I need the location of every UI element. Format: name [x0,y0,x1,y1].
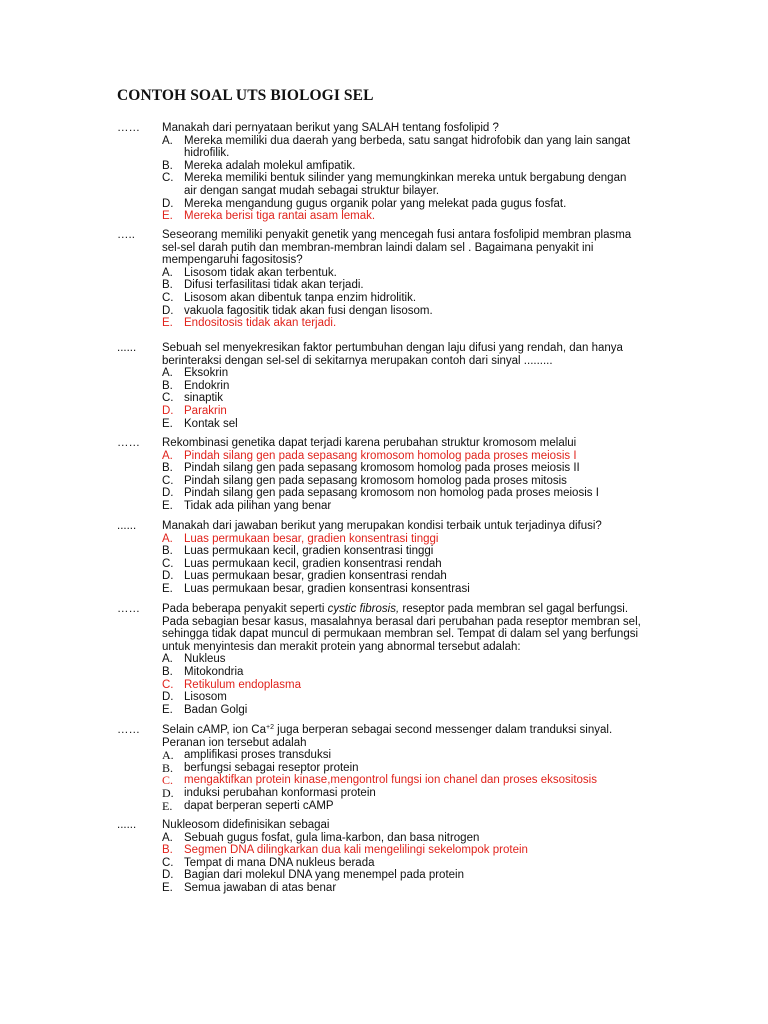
option-a: A. Mereka memiliki dua daerah yang berbeda, satu sangat hidrofobik dan yang lain sangat [162,134,631,147]
question-text: Rekombinasi genetika dapat terjadi karena perubahan struktur kromosom melalui [162,437,577,449]
option-c: C. Pindah silang gen pada sepasang kromosom homolog pada proses mitosis [162,474,567,487]
answer-blank: …… [117,122,140,134]
answer-blank: ….. [117,229,135,241]
question-8 [117,819,657,895]
question-5 [117,520,657,596]
question-6 [117,603,657,716]
question-text: Manakah dari jawaban berikut yang merupakan kondisi terbaik untuk terjadinya difusi? [162,520,602,532]
option-d-correct: D. Parakrin [162,404,227,417]
option-c: C. Mereka memiliki bentuk silinder yang memungkinkan mereka untuk bergabung dengan [162,172,627,185]
option-d: D. vakuola fagositik tidak akan fusi dengan lisosom. [162,304,433,317]
question-text-line-3: sehingga tidak dapat muncul di permukaan membran sel. Tempat di dalam sel yang berfungsi [162,628,639,641]
option-e-correct: E. Mereka berisi tiga rantai asam lemak. [162,210,376,223]
option-d: D. Lisosom [162,691,227,704]
question-text-line-2: sel-sel darah putih dan membran-membran laindi dalam sel . Bagaimana penyakit ini [162,241,594,254]
option-b: B. Mereka adalah molekul amfipatik. [162,159,356,172]
option-a-correct: A. Luas permukaan besar, gradien konsentrasi tinggi [162,532,439,545]
question-text-line-1: Seseorang memiliki penyakit genetik yang mencegah fusi antara fosfolipid membran plasma [162,229,632,241]
option-c-continuation: air dengan sangat mudah sebagai struktur bilayer. [184,184,440,197]
question-text: Nukleosom didefinisikan sebagai [162,819,330,831]
question-text-line-2: Pada sebagian besar kasus, masalahnya berasal dari perubahan pada reseptor membran sel, [162,615,641,628]
answer-blank: …… [117,724,140,736]
question-text-line-1: Pada beberapa penyakit seperti cystic fibrosis, reseptor pada membran sel gagal berfungsi. [162,603,629,615]
option-e: E. Badan Golgi [162,703,248,716]
option-b: B. berfungsi sebagai reseptor protein [162,760,359,775]
option-b: B. Luas permukaan kecil, gradien konsentrasi tinggi [162,545,434,558]
option-a: A. Lisosom tidak akan terbentuk. [162,266,337,279]
question-7 [117,724,657,812]
question-text-line-4: untuk menyintesis dan merakit protein yang abnormal tersebut adalah: [162,640,521,653]
option-b: B. Mitokondria [162,665,244,678]
answer-blank: …… [117,603,140,615]
option-e: E. Luas permukaan besar, gradien konsentrasi konsentrasi [162,582,470,595]
answer-blank: …… [117,437,140,449]
disease-name: cystic fibrosis, [327,603,400,615]
option-e-correct: E. Endositosis tidak akan terjadi. [162,317,337,330]
option-a: A. Eksokrin [162,367,229,380]
option-c-correct: C. Retikulum endoplasma [162,678,301,691]
option-e: E. Semua jawaban di atas benar [162,881,337,894]
option-a: A. Sebuah gugus fosfat, gula lima-karbon, dan basa nitrogen [162,831,480,844]
option-a-continuation: hidrofilik. [184,147,230,160]
option-e: E. Tidak ada pilihan yang benar [162,499,332,512]
option-d: D. Pindah silang gen pada sepasang kromosom non homolog pada proses meiosis I [162,487,599,500]
option-e: E. dapat berperan seperti cAMP [162,798,334,813]
question-text-line-2: berinteraksi dengan sel-sel di sekitarnya merupakan contoh dari sinyal ......... [162,354,553,367]
question-text-line-3: mempengaruhi fagositosis? [162,254,303,267]
question-text: Manakah dari pernyataan berikut yang SALAH tentang fosfolipid ? [162,122,499,134]
question-3 [117,342,657,430]
option-d: D. Bagian dari molekul DNA yang menempel pada protein [162,869,464,882]
option-c: C. Lisosom akan dibentuk tanpa enzim hidrolitik. [162,291,417,304]
option-a: A. Nukleus [162,653,226,666]
option-e: E. Kontak sel [162,417,238,430]
option-c-correct: C. mengaktifkan protein kinase,mengontrol fungsi ion chanel dan proses eksositosis [162,773,597,788]
option-a-correct: A. Pindah silang gen pada sepasang kromosom homolog pada proses meiosis I [162,449,577,462]
document-title: CONTOH SOAL UTS BIOLOGI SEL [117,87,374,104]
question-text-line-1: Sebuah sel menyekresikan faktor pertumbuhan dengan laju difusi yang rendah, dan hanya [162,342,623,354]
question-2 [117,229,657,330]
option-d: D. induksi perubahan konformasi protein [162,785,376,800]
charge-superscript: +2 [265,724,274,731]
option-b: B. Difusi terfasilitasi tidak akan terjadi. [162,279,364,292]
answer-blank: ...... [117,520,137,532]
option-c: C. Luas permukaan kecil, gradien konsentrasi rendah [162,557,442,570]
option-d: D. Mereka mengandung gugus organik polar yang melekat pada gugus fosfat. [162,197,567,210]
question-4 [117,437,657,513]
answer-blank: ...... [117,819,137,831]
option-b: B. Pindah silang gen pada sepasang kromosom homolog pada proses meiosis II [162,462,580,475]
option-a: A. amplifikasi proses transduksi [162,748,332,763]
question-text-line-1: Selain cAMP, ion $Ca^{+2}$ juga berperan sebagai second messenger dalam tranduksi sinyal. [162,724,613,736]
option-b: B. Endokrin [162,379,230,392]
option-c: C. Tempat di mana DNA nukleus berada [162,856,375,869]
option-c: C. sinaptik [162,392,223,405]
answer-blank: ...... [117,342,137,354]
question-1 [117,122,657,223]
option-d: D. Luas permukaan besar, gradien konsentrasi rendah [162,570,447,583]
option-b-correct: B. Segmen DNA dilingkarkan dua kali mengelilingi sekelompok protein [162,844,528,857]
question-text-line-2: Peranan ion tersebut adalah [162,736,307,749]
